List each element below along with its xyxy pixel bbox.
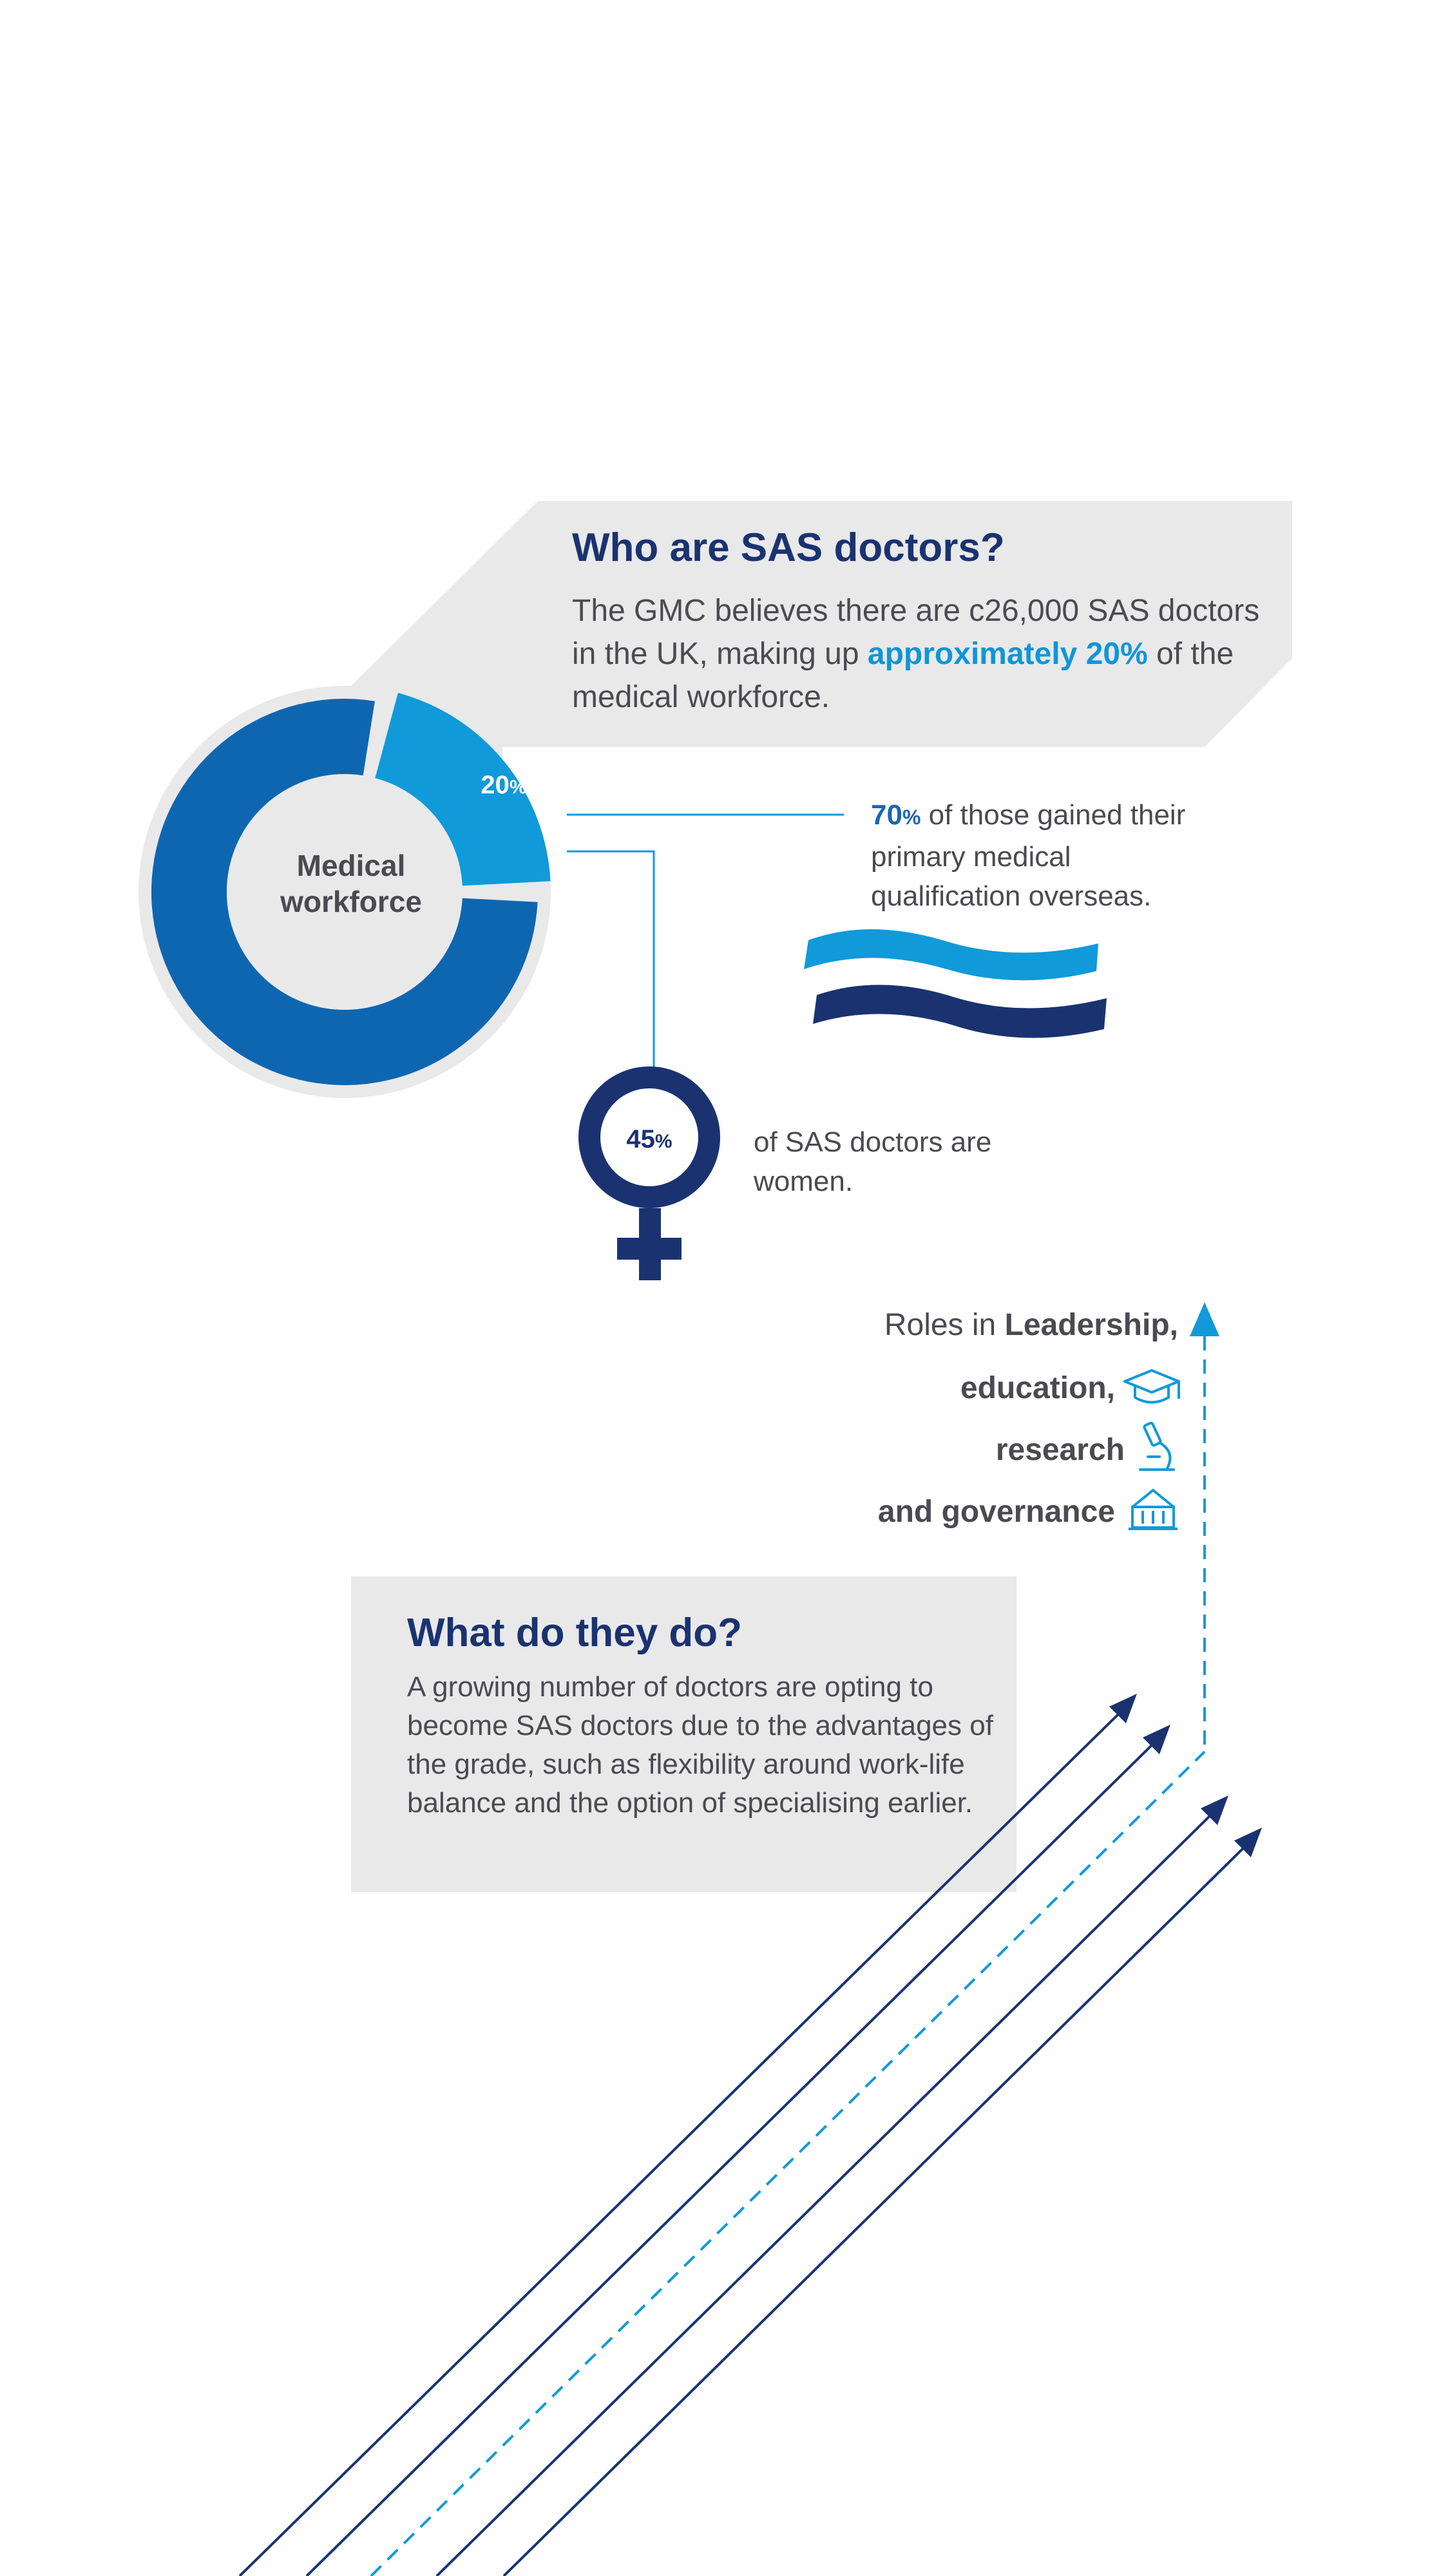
who-body-before: The GMC believes there are c26,000 SAS doctors in the UK, making up — [572, 594, 1260, 671]
donut-share-unit: % — [509, 777, 527, 798]
overseas-pct-unit: % — [902, 806, 921, 829]
donut-share-label — [481, 771, 526, 799]
female-symbol-icon — [589, 1077, 709, 1280]
connector-women — [567, 851, 654, 1069]
role-governance: and governance — [877, 1495, 1115, 1529]
donut-chart — [138, 686, 551, 1098]
overseas-stat — [871, 795, 1206, 916]
roles-prefix: Roles in — [884, 1308, 1005, 1342]
microscope-icon — [1140, 1423, 1174, 1470]
overseas-text-body: of those gained their primary medical qualification overseas. — [871, 799, 1186, 912]
role-leadership — [884, 1307, 1178, 1343]
donut-center-line1: Medical — [296, 849, 406, 882]
who-body-after: of the medical workforce. — [572, 637, 1234, 714]
roles-arrow-head — [1190, 1302, 1219, 1336]
what-title: What do they do? — [407, 1611, 743, 1655]
role-education: education, — [960, 1371, 1115, 1405]
women-stat-text: of SAS doctors are women. — [754, 1126, 992, 1197]
donut-center-line2: workforce — [280, 885, 422, 918]
arrow-line-4 — [504, 1847, 1245, 2576]
who-body-highlight: approximately 20% — [867, 637, 1148, 671]
role-leadership-label: Leadership, — [1004, 1308, 1178, 1342]
waves-icon — [804, 929, 1107, 1038]
what-body: A growing number of doctors are opting to become SAS doctors due to the advantages of the grade, such as flexibility around work-life balance and the option of specialising earlier. — [407, 1671, 993, 1819]
donut-share-value: 20 — [481, 771, 510, 799]
role-research: research — [995, 1433, 1125, 1467]
women-pct-value: 45 — [626, 1125, 655, 1153]
women-pct-unit: % — [654, 1131, 673, 1152]
graduation-cap-icon — [1125, 1370, 1179, 1403]
building-icon — [1129, 1490, 1178, 1529]
women-pct-label — [626, 1125, 672, 1153]
who-body — [572, 589, 1268, 719]
who-title: Who are SAS doctors? — [572, 526, 1005, 570]
arrow-line-3 — [437, 1815, 1211, 2576]
overseas-pct-value: 70 — [871, 799, 902, 831]
